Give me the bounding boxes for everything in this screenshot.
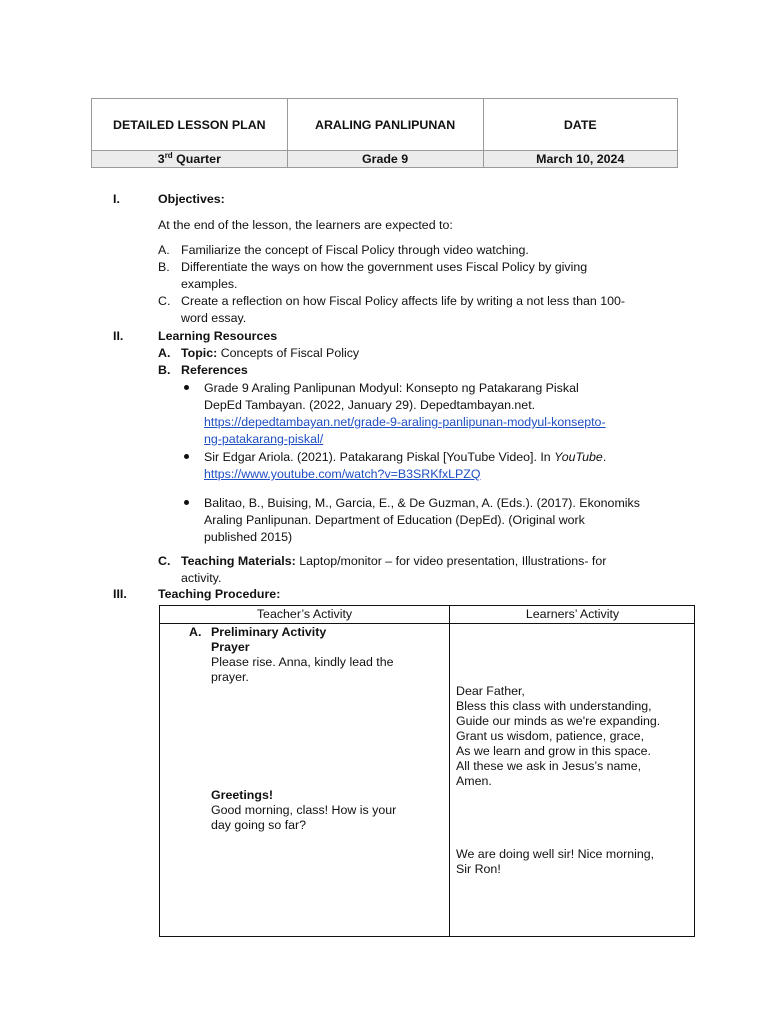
procedure-number: III.	[113, 587, 127, 601]
resources-number: II.	[113, 329, 124, 343]
procedure-table	[159, 605, 695, 937]
objective-a-text: Familiarize the concept of Fiscal Policy through video watching.	[181, 243, 529, 257]
objectives-heading: Objectives:	[158, 192, 225, 206]
header-divider	[160, 623, 694, 624]
header-subject-cell: ARALING PANLIPUNAN	[287, 99, 483, 151]
reference-2-link[interactable]: https://www.youtube.com/watch?v=B3SRKfxLPZQ	[204, 467, 481, 481]
bullet-icon	[184, 500, 189, 505]
header-grade-cell: Grade 9	[287, 151, 483, 168]
topic-line: Topic: Concepts of Fiscal Policy	[181, 346, 360, 360]
prayer-response: Dear Father, Bless this class with understanding, Guide our minds as we're expanding. Grant us wisdom, patience, grace, As we learn and grow in this space. All these we ask in Jesus’s name, Amen.	[456, 684, 661, 788]
references-letter: B.	[158, 363, 171, 377]
header-date-cell: March 10, 2024	[483, 151, 677, 168]
column-divider	[449, 606, 450, 936]
objective-b-text: Differentiate the ways on how the government uses Fiscal Policy by giving examples.	[181, 260, 588, 291]
resources-heading: Learning Resources	[158, 329, 278, 343]
header-title-cell: DETAILED LESSON PLAN	[92, 99, 288, 151]
header-date-label-cell: DATE	[483, 99, 677, 151]
teacher-activity-header: Teacher’s Activity	[256, 607, 353, 621]
materials-letter: C.	[158, 554, 171, 568]
reference-3: Balitao, B., Buising, M., Garcia, E., & De Guzman, A. (Eds.). (2017). Ekonomiks Araling Panlipunan. Department of Education (DepEd). (Original work published 2015)	[204, 496, 640, 544]
header-quarter-cell: 3rd Quarter	[92, 151, 288, 168]
bullet-icon	[184, 385, 189, 390]
objective-letter: B.	[158, 260, 170, 274]
procedure-heading: Teaching Procedure:	[158, 587, 281, 601]
materials-line: Teaching Materials: Laptop/monitor – for video presentation, Illustrations- for activity.	[181, 554, 607, 585]
reference-2: Sir Edgar Ariola. (2021). Patakarang Piskal [YouTube Video]. In YouTube. https://www.youtube.com/watch?v=B3SRKfxLPZQ	[204, 450, 607, 481]
references-heading: References	[181, 363, 248, 377]
greetings-title: Greetings!	[211, 788, 273, 802]
reference-1: Grade 9 Araling Panlipunan Modyul: Konsepto ng Patakarang Piskal DepEd Tambayan. (2022, January 29). Depedtambayan.net. https://depedtambayan.net/grade-9-araling-panlipunan-modyul-konsepto- ng-patakarang-piskal/	[204, 381, 606, 446]
preliminary-title: Preliminary Activity	[211, 625, 327, 639]
greetings-response: We are doing well sir! Nice morning, Sir Ron!	[456, 847, 655, 876]
bullet-icon	[184, 454, 189, 459]
prayer-title: Prayer	[211, 640, 250, 654]
objective-letter: C.	[158, 294, 171, 308]
lesson-header-table	[91, 98, 678, 168]
reference-1-link[interactable]: https://depedtambayan.net/grade-9-araling-panlipunan-modyul-konsepto-	[204, 415, 606, 429]
preliminary-letter: A.	[189, 625, 202, 639]
objectives-intro: At the end of the lesson, the learners are expected to:	[158, 218, 453, 232]
learners-activity-header: Learners’ Activity	[525, 607, 620, 621]
objectives-number: I.	[113, 192, 120, 206]
reference-1-link-cont[interactable]: ng-patakarang-piskal/	[204, 432, 324, 446]
topic-letter: A.	[158, 346, 171, 360]
objective-c-text: Create a reflection on how Fiscal Policy affects life by writing a not less than 100- word essay.	[181, 294, 625, 325]
greetings-instruction: Good morning, class! How is your day going so far?	[211, 803, 397, 832]
prayer-instruction: Please rise. Anna, kindly lead the prayer.	[211, 655, 394, 684]
objective-letter: A.	[158, 243, 170, 257]
